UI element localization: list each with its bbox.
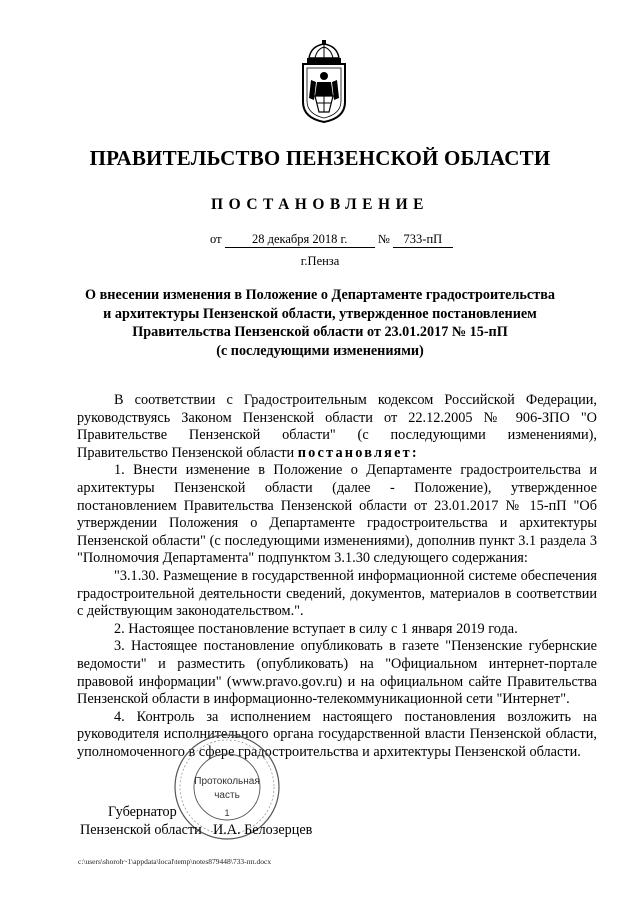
decree-colon: :	[411, 444, 417, 461]
stamp-line-3: 1	[224, 808, 230, 818]
decree-subject	[80, 286, 560, 360]
subject-line: и архитектуры Пензенской области, утвержденное постановлением	[103, 305, 537, 322]
preamble-text: В соответствии с Градостроительным кодексом Российской Федерации, руководствуясь Законом Пензенской области от 22.12.2005 № 906-ЗПО "О Правительстве Пензенской области" (с последующими изменениями), Правительство Пензенской области	[77, 392, 597, 461]
government-title: ПРАВИТЕЛЬСТВО ПЕНЗЕНСКОЙ ОБЛАСТИ	[89, 146, 551, 170]
signer-name: И.А. Белозерцев	[213, 822, 313, 838]
subject-line: О внесении изменения в Положение о Департаменте градостроительства	[85, 287, 555, 303]
item-4-paragraph: 4. Контроль за исполнением настоящего постановления возложить на руководителя исполнительного органа государственной власти Пензенской области, уполномоченного в сфере градостроительства и архитектуры Пензенской области.	[77, 708, 597, 760]
date-prefix: от	[210, 232, 222, 246]
document-type: ПОСТАНОВЛЕНИЕ	[211, 196, 429, 213]
item-1-paragraph: 1. Внести изменение в Положение о Департаменте градостроительства и архитектуры Пензенской области (далее - Положение), утвержденное постановлением Правительства Пензенской области от 23.01.2017 № 15-пП "Об утверждении Положения о Департаменте градостроительства и архитектуры Пензенской области" (с последующими изменениями), дополнив пункт 3.1 раздела 3 "Полномочия Департамента" подпунктом 3.1.30 следующего содержания:	[77, 462, 597, 567]
stamp-line-1: Протокольная	[194, 776, 260, 787]
decree-date: 28 декабря 2018 г.	[225, 232, 375, 248]
decree-number: 733-пП	[393, 232, 453, 248]
item-3-paragraph: 3. Настоящее постановление опубликовать в газете "Пензенские губернские ведомости" и разместить (опубликовать) на "Официальном интернет-портале правовой информации" (www.pravo.gov.ru) и на официальном сайте Правительства Пензенской области в информационно-телекоммуникационной сети "Интернет".	[77, 638, 597, 708]
number-prefix: №	[377, 232, 390, 246]
decree-body	[77, 392, 597, 761]
stamp-line-2: часть	[214, 790, 240, 801]
item-2-paragraph: 2. Настоящее постановление вступает в силу с 1 января 2019 года.	[114, 620, 518, 637]
coat-of-arms-emblem	[295, 40, 353, 124]
city: г.Пенза	[300, 254, 340, 268]
subject-line: (с последующими изменениями)	[216, 342, 424, 359]
preamble-paragraph	[77, 392, 597, 462]
signer-title: Губернатор	[108, 804, 177, 820]
date-number-line	[210, 232, 453, 248]
signer-organization: Пензенской области	[80, 822, 202, 838]
file-path: c:\users\shoroh~1\appdata\local\temp\notes879448\733-пп.docx	[78, 857, 272, 866]
item-1-quote-paragraph: "3.1.30. Размещение в государственной информационной системе обеспечения градостроительной деятельности сведений, документов, материалов в соответствии с действующим законодательством.".	[77, 567, 597, 620]
subject-line: Правительства Пензенской области от 23.01.2017 № 15-пП	[132, 324, 508, 341]
decree-word: постановляет	[297, 444, 412, 461]
